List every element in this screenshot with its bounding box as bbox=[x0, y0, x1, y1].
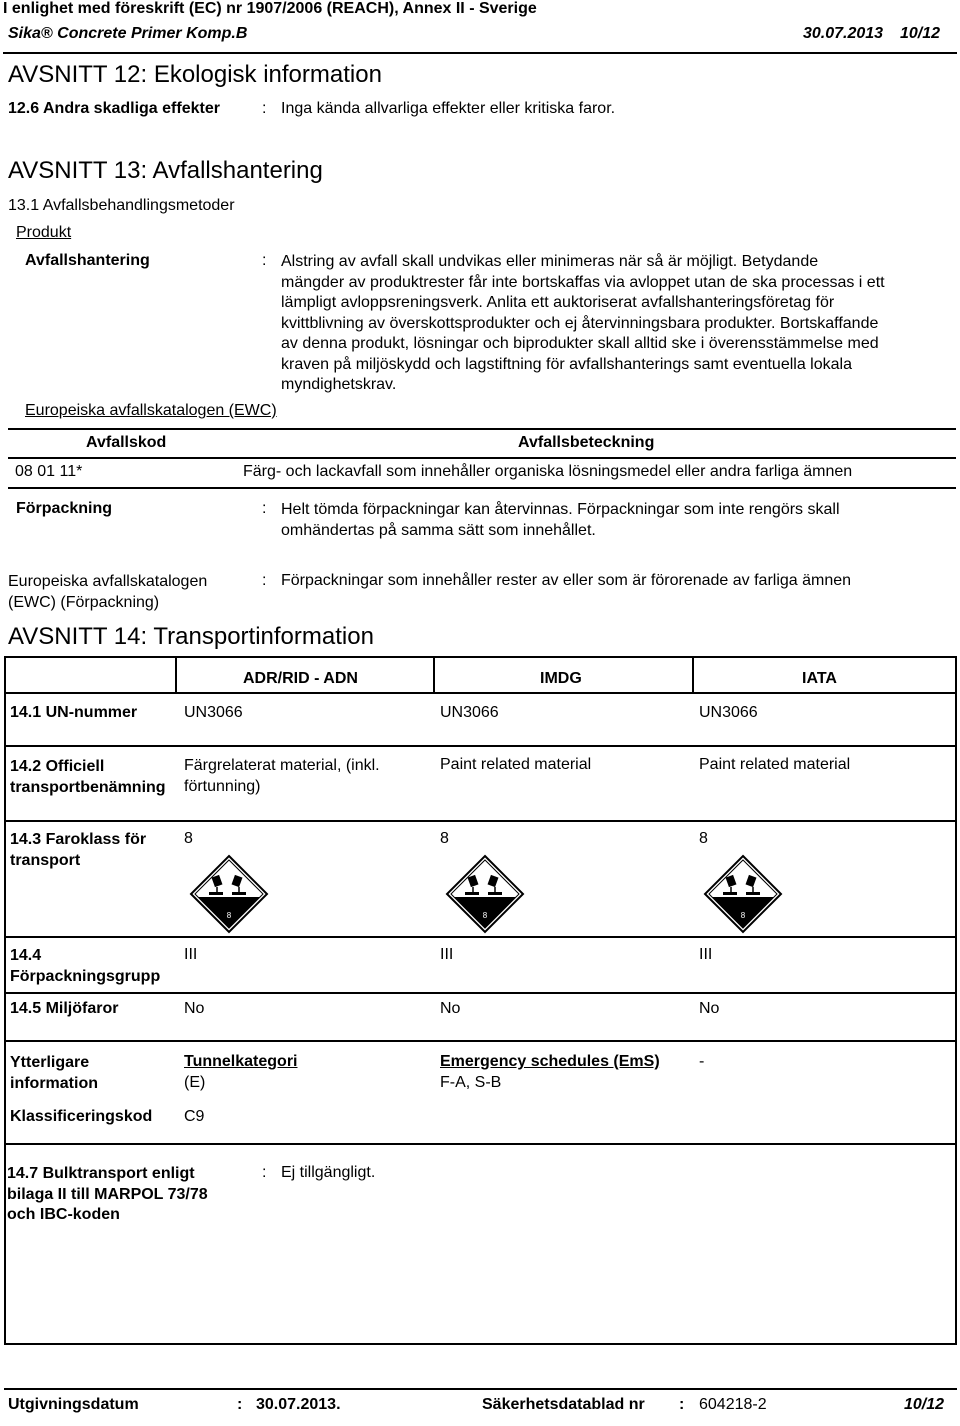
ems-value: F-A, S-B bbox=[440, 1074, 502, 1091]
ems-label: Emergency schedules (EmS) bbox=[440, 1053, 660, 1070]
klass-value: C9 bbox=[184, 1108, 205, 1125]
header-page: 10/12 bbox=[900, 25, 941, 42]
s126-label: 12.6 Andra skadliga effekter bbox=[8, 100, 220, 117]
col-adr: ADR/RID - ADN bbox=[243, 670, 358, 687]
env-label: 14.5 Miljöfaror bbox=[10, 1000, 119, 1017]
regulation-header: I enlighet med föreskrift (EC) nr 1907/2006 (REACH), Annex II - Sverige bbox=[3, 0, 537, 17]
s131-label: 13.1 Avfallsbehandlingsmetoder bbox=[8, 197, 235, 214]
footer-divider bbox=[4, 1388, 957, 1390]
issue-colon: : bbox=[237, 1396, 243, 1413]
sds-label: Säkerhetsdatablad nr bbox=[482, 1396, 645, 1413]
issue-date: 30.07.2013. bbox=[256, 1396, 341, 1413]
product-name: Sika® Concrete Primer Komp.B bbox=[8, 25, 248, 42]
table-head-desc: Avfallsbeteckning bbox=[518, 434, 655, 451]
s126-value: Inga kända allvarliga effekter eller kritiska faror. bbox=[281, 100, 616, 117]
iata-further: - bbox=[699, 1053, 705, 1070]
env-imdg: No bbox=[440, 1000, 461, 1017]
name-imdg: Paint related material bbox=[440, 756, 592, 773]
pg-imdg: III bbox=[440, 946, 454, 963]
avfallshantering-colon: : bbox=[262, 252, 267, 269]
env-iata: No bbox=[699, 1000, 720, 1017]
svg-text:8: 8 bbox=[740, 911, 746, 920]
tunnel-label: Tunnelkategori bbox=[184, 1053, 298, 1070]
pg-adr: III bbox=[184, 946, 198, 963]
col-iata: IATA bbox=[802, 670, 837, 687]
klass-label: Klassificeringskod bbox=[10, 1108, 153, 1125]
pg-label: 14.4 Förpackningsgrupp bbox=[10, 947, 161, 985]
section-14-title: AVSNITT 14: Transportinformation bbox=[8, 623, 374, 650]
header-date: 30.07.2013 bbox=[803, 25, 884, 42]
section-12-title: AVSNITT 12: Ekologisk information bbox=[8, 61, 382, 88]
class-imdg: 8 bbox=[440, 830, 449, 847]
class-label: 14.3 Faroklass för transport bbox=[10, 831, 147, 869]
forpackning-text: Helt tömda förpackningar kan återvinnas. Förpackningar som inte rengörs skall omhändertas på samma sätt som innehållet. bbox=[281, 501, 840, 539]
svg-text:8: 8 bbox=[482, 911, 488, 920]
corrosive-class-8-icon bbox=[189, 854, 269, 934]
ewc-pack-label: Europeiska avfallskatalogen (EWC) (Förpackning) bbox=[8, 573, 208, 611]
avfallshantering-label: Avfallshantering bbox=[25, 252, 150, 269]
name-label: 14.2 Officiell transportbenämning bbox=[10, 758, 166, 796]
footer-page: 10/12 bbox=[904, 1396, 945, 1413]
bulk-value: Ej tillgängligt. bbox=[281, 1164, 376, 1181]
un-imdg: UN3066 bbox=[440, 704, 499, 721]
table-head-code: Avfallskod bbox=[86, 434, 167, 451]
s126-colon: : bbox=[262, 100, 267, 117]
header-divider bbox=[3, 52, 957, 54]
ewc-label: Europeiska avfallskatalogen (EWC) bbox=[25, 402, 277, 419]
avfallshantering-text: Alstring av avfall skall undvikas eller minimeras när så är möjligt. Betydande mängder av produktrester får inte bortskaffas via avloppet utan de ska processas i ett lämpligt avloppsreningsverk. Anlita ett auktoriserat avfallshanteringsföretag för kvittblivning av överskottsprodukter och ej återvinningsbara produkter. Bortskaffande av denna produkt, lösningar och biprodukter skall alltid ske i överensstämmelse med kraven på miljöskydd och lagstiftning för avfallshanterings samt eventuella lokala myndighetskrav. bbox=[281, 253, 885, 393]
corrosive-class-8-icon bbox=[703, 854, 783, 934]
env-adr: No bbox=[184, 1000, 205, 1017]
sds-colon: : bbox=[679, 1396, 685, 1413]
svg-text:8: 8 bbox=[226, 911, 232, 920]
tunnel-value: (E) bbox=[184, 1074, 206, 1091]
issue-label: Utgivningsdatum bbox=[8, 1396, 139, 1413]
name-adr: Färgrelaterat material, (inkl. förtunning) bbox=[184, 757, 380, 795]
ewc-pack-colon: : bbox=[262, 572, 267, 589]
table-code: 08 01 11* bbox=[15, 463, 83, 480]
bulk-label: 14.7 Bulktransport enligt bilaga II till MARPOL 73/78 och IBC-koden bbox=[7, 1165, 208, 1223]
un-label: 14.1 UN-nummer bbox=[10, 704, 138, 721]
un-adr: UN3066 bbox=[184, 704, 243, 721]
col-imdg: IMDG bbox=[540, 670, 582, 687]
sds-number: 604218-2 bbox=[699, 1396, 767, 1413]
class-adr: 8 bbox=[184, 830, 193, 847]
produkt-label: Produkt bbox=[16, 224, 72, 241]
section-13-title: AVSNITT 13: Avfallshantering bbox=[8, 157, 323, 184]
ewc-pack-value: Förpackningar som innehåller rester av eller som är förorenade av farliga ämnen bbox=[281, 572, 852, 589]
corrosive-class-8-icon bbox=[445, 854, 525, 934]
pg-iata: III bbox=[699, 946, 713, 963]
class-iata: 8 bbox=[699, 830, 708, 847]
name-iata: Paint related material bbox=[699, 756, 851, 773]
forpackning-colon: : bbox=[262, 500, 267, 517]
un-iata: UN3066 bbox=[699, 704, 758, 721]
further-label: Ytterligare information bbox=[10, 1054, 98, 1092]
forpackning-label: Förpackning bbox=[16, 500, 113, 517]
bulk-colon: : bbox=[262, 1164, 267, 1181]
table-desc: Färg- och lackavfall som innehåller organiska lösningsmedel eller andra farliga ämnen bbox=[243, 463, 853, 480]
